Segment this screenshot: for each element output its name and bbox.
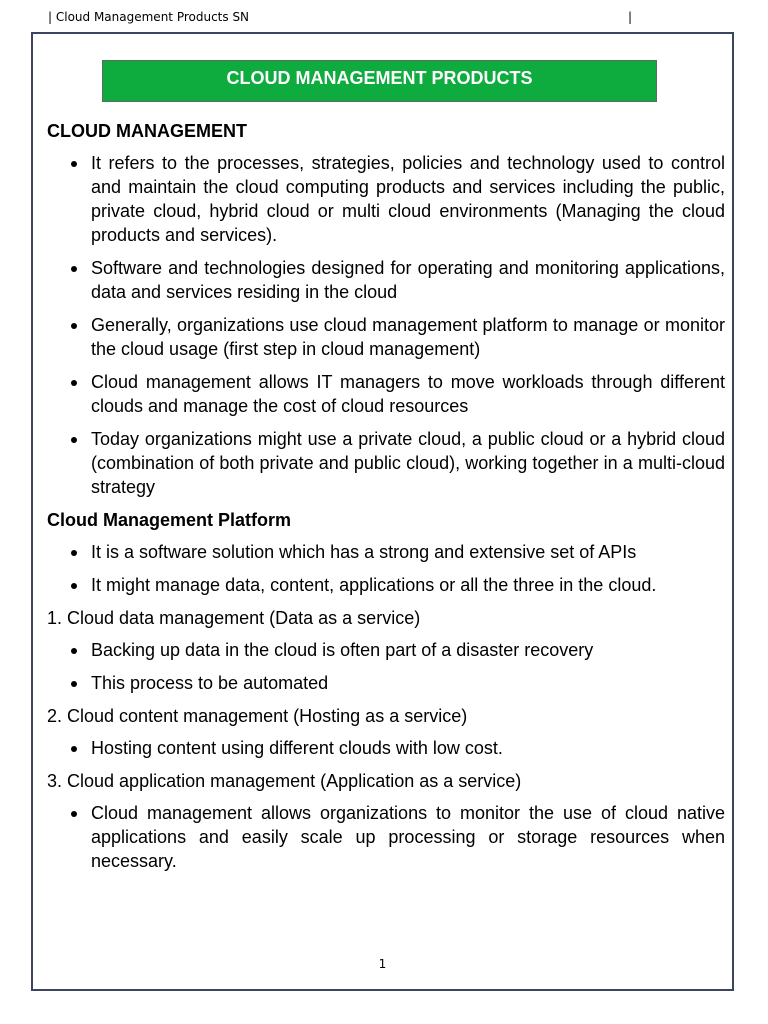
content-management-bullets (47, 736, 725, 760)
bullet-item: It is a software solution which has a strong and extensive set of APIs (47, 540, 725, 564)
numbered-item-content-management: 2. Cloud content management (Hosting as a service) (47, 706, 468, 726)
document-content (47, 119, 725, 882)
page-frame (31, 32, 734, 991)
numbered-item-application-management: 3. Cloud application management (Application as a service) (47, 771, 522, 791)
header-right-mark: | (628, 10, 633, 24)
cloud-management-bullets (47, 151, 725, 499)
section-heading-cloud-management: CLOUD MANAGEMENT (47, 121, 247, 141)
bullet-item: Hosting content using different clouds with low cost. (47, 736, 725, 760)
page-header (48, 10, 648, 24)
header-text: | Cloud Management Products SN (48, 10, 250, 24)
bullet-item: Today organizations might use a private cloud, a public cloud or a hybrid cloud (combination of both private and public cloud), working together in a multi-cloud strategy (47, 427, 725, 499)
bullet-item: Generally, organizations use cloud management platform to manage or monitor the cloud usage (first step in cloud management) (47, 313, 725, 361)
bullet-item: This process to be automated (47, 671, 725, 695)
section-heading-platform: Cloud Management Platform (47, 510, 292, 530)
bullet-item: Cloud management allows organizations to monitor the use of cloud native applications and easily scale up processing or storage resources when necessary. (47, 801, 725, 873)
document-title: CLOUD MANAGEMENT PRODUCTS (102, 60, 657, 102)
data-management-bullets (47, 638, 725, 695)
bullet-item: It refers to the processes, strategies, policies and technology used to control and maintain the cloud computing products and services including the public, private cloud, hybrid cloud or multi cloud environments (Managing the cloud products and services). (47, 151, 725, 247)
platform-bullets (47, 540, 725, 597)
application-management-bullets (47, 801, 725, 873)
bullet-item: Backing up data in the cloud is often part of a disaster recovery (47, 638, 725, 662)
bullet-item: Software and technologies designed for operating and monitoring applications, data and services residing in the cloud (47, 256, 725, 304)
page-number: 1 (378, 957, 387, 971)
bullet-item: Cloud management allows IT managers to move workloads through different clouds and manage the cost of cloud resources (47, 370, 725, 418)
numbered-item-data-management: 1. Cloud data management (Data as a service) (47, 608, 421, 628)
bullet-item: It might manage data, content, applications or all the three in the cloud. (47, 573, 725, 597)
